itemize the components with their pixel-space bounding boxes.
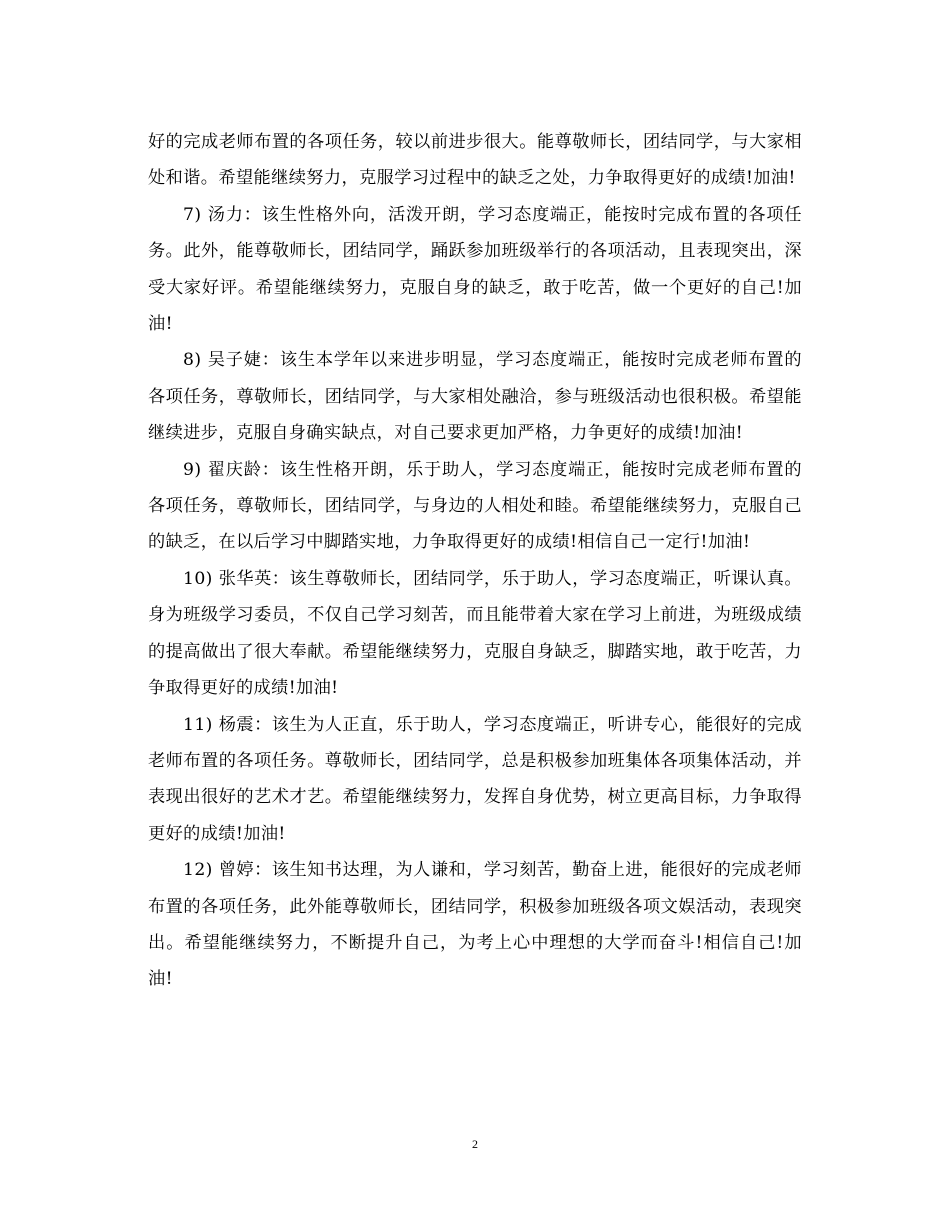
page-number: 2 bbox=[472, 1137, 478, 1151]
paragraph-comment-7: 7) 汤力：该生性格外向，活泼开朗，学习态度端正，能按时完成布置的各项任务。此外，能尊敬师长，团结同学，踊跃参加班级举行的各项活动，且表现突出，深受大家好评。希望能继续努力，克服自身的缺乏，敢于吃苦，做一个更好的自己!加油! bbox=[148, 204, 802, 335]
paragraph-comment-12: 12) 曾婷：该生知书达理，为人谦和，学习刻苦，勤奋上进，能很好的完成老师布置的各项任务，此外能尊敬师长，团结同学，积极参加班级各项文娱活动，表现突出。希望能继续努力，不断提升自己，为考上心中理想的大学而奋斗!相信自己!加油! bbox=[148, 860, 802, 990]
paragraph-comment-8: 8) 吴子婕：该生本学年以来进步明显，学习态度端正，能按时完成老师布置的各项任务，尊敬师长，团结同学，与大家相处融洽，参与班级活动也很积极。希望能继续进步，克服自身确实缺点，对自己要求更加严格，力争更好的成绩!加油! bbox=[148, 350, 802, 444]
paragraph-comment-9: 9) 翟庆龄：该生性格开朗，乐于助人，学习态度端正，能按时完成老师布置的各项任务，尊敬师长，团结同学，与身边的人相处和睦。希望能继续努力，克服自己的缺乏，在以后学习中脚踏实地，力争取得更好的成绩!相信自己一定行!加油! bbox=[148, 459, 802, 553]
paragraph-comment-10: 10) 张华英：该生尊敬师长，团结同学，乐于助人，学习态度端正，听课认真。身为班级学习委员，不仅自己学习刻苦，而且能带着大家在学习上前进，为班级成绩的提高做出了很大奉献。希望能继续努力，克服自身缺乏，脚踏实地，敢于吃苦，力争取得更好的成绩!加油! bbox=[148, 568, 802, 699]
paragraph-continuation: 好的完成老师布置的各项任务，较以前进步很大。能尊敬师长，团结同学，与大家相处和谐。希望能继续努力，克服学习过程中的缺乏之处，力争取得更好的成绩!加油! bbox=[148, 132, 802, 189]
document-body bbox=[148, 124, 802, 998]
paragraph-comment-11: 11) 杨震：该生为人正直，乐于助人，学习态度端正，听讲专心，能很好的完成老师布置的各项任务。尊敬师长，团结同学，总是积极参加班集体各项集体活动，并表现出很好的艺术才艺。希望能继续努力，发挥自身优势，树立更高目标，力争取得更好的成绩!加油! bbox=[148, 714, 802, 844]
